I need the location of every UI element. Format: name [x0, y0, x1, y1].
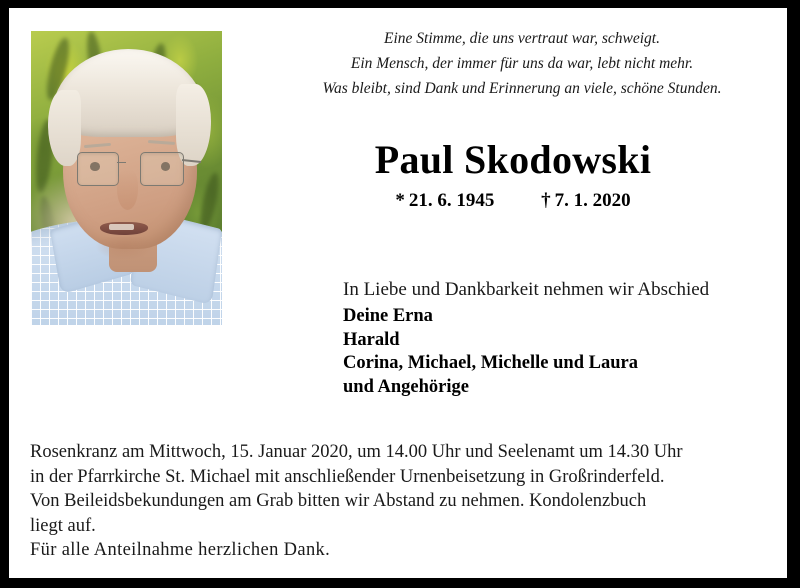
death-date-group [541, 190, 631, 211]
service-details-line: Von Beileidsbekundungen am Grab bitten wir Abstand zu nehmen. Kondolenzbuch [30, 491, 647, 511]
eyeglass-lens-left [77, 152, 119, 186]
mourners-intro: In Liebe und Dankbarkeit nehmen wir Abschied [343, 279, 710, 300]
hair-side-left [48, 90, 80, 166]
life-dates [239, 190, 787, 212]
name-block [239, 136, 787, 212]
service-details [30, 440, 770, 563]
portrait-photo [31, 31, 222, 325]
thanks-line: Für alle Anteilnahme herzlichen Dank. [30, 540, 331, 560]
mourners-names [343, 305, 787, 399]
nose [117, 169, 138, 210]
mourner-name: Harald [343, 329, 400, 350]
birth-date-group [395, 190, 494, 211]
chin-shadow [96, 237, 153, 261]
eyeglass-lens-right [140, 152, 184, 186]
service-details-line: in der Pfarrkirche St. Michael mit anschließender Urnenbeisetzung in Großrinderfeld. [30, 466, 665, 487]
mourner-name: Corina, Michael, Michelle und Laura [343, 353, 638, 373]
teeth [109, 224, 134, 230]
notice-inner-white-area [9, 8, 787, 578]
verse-line-2: Ein Mensch, der immer für uns da war, lebt nicht mehr. [350, 55, 694, 72]
verse-line-1: Eine Stimme, die uns vertraut war, schweigt. [384, 30, 660, 47]
memorial-verse [257, 26, 787, 101]
death-date: 7. 1. 2020 [554, 190, 631, 211]
verse-line-3: Was bleibt, sind Dank und Erinnerung an viele, schöne Stunden. [322, 80, 722, 97]
service-details-line: liegt auf. [30, 515, 96, 536]
birth-star-icon: * [395, 190, 405, 211]
deceased-name: Paul Skodowski [374, 137, 652, 182]
death-cross-icon: † [541, 190, 551, 211]
portrait-figure [31, 31, 222, 325]
mourners-block [343, 276, 787, 399]
mourner-name: und Angehörige [343, 376, 469, 397]
mourner-name: Deine Erna [343, 306, 433, 326]
top-area [9, 8, 787, 408]
birth-date: 21. 6. 1945 [408, 190, 495, 211]
eyeglass-bridge [117, 162, 127, 164]
service-details-line: Rosenkranz am Mittwoch, 15. Januar 2020, um 14.00 Uhr und Seelenamt um 14.30 Uhr [30, 442, 683, 462]
